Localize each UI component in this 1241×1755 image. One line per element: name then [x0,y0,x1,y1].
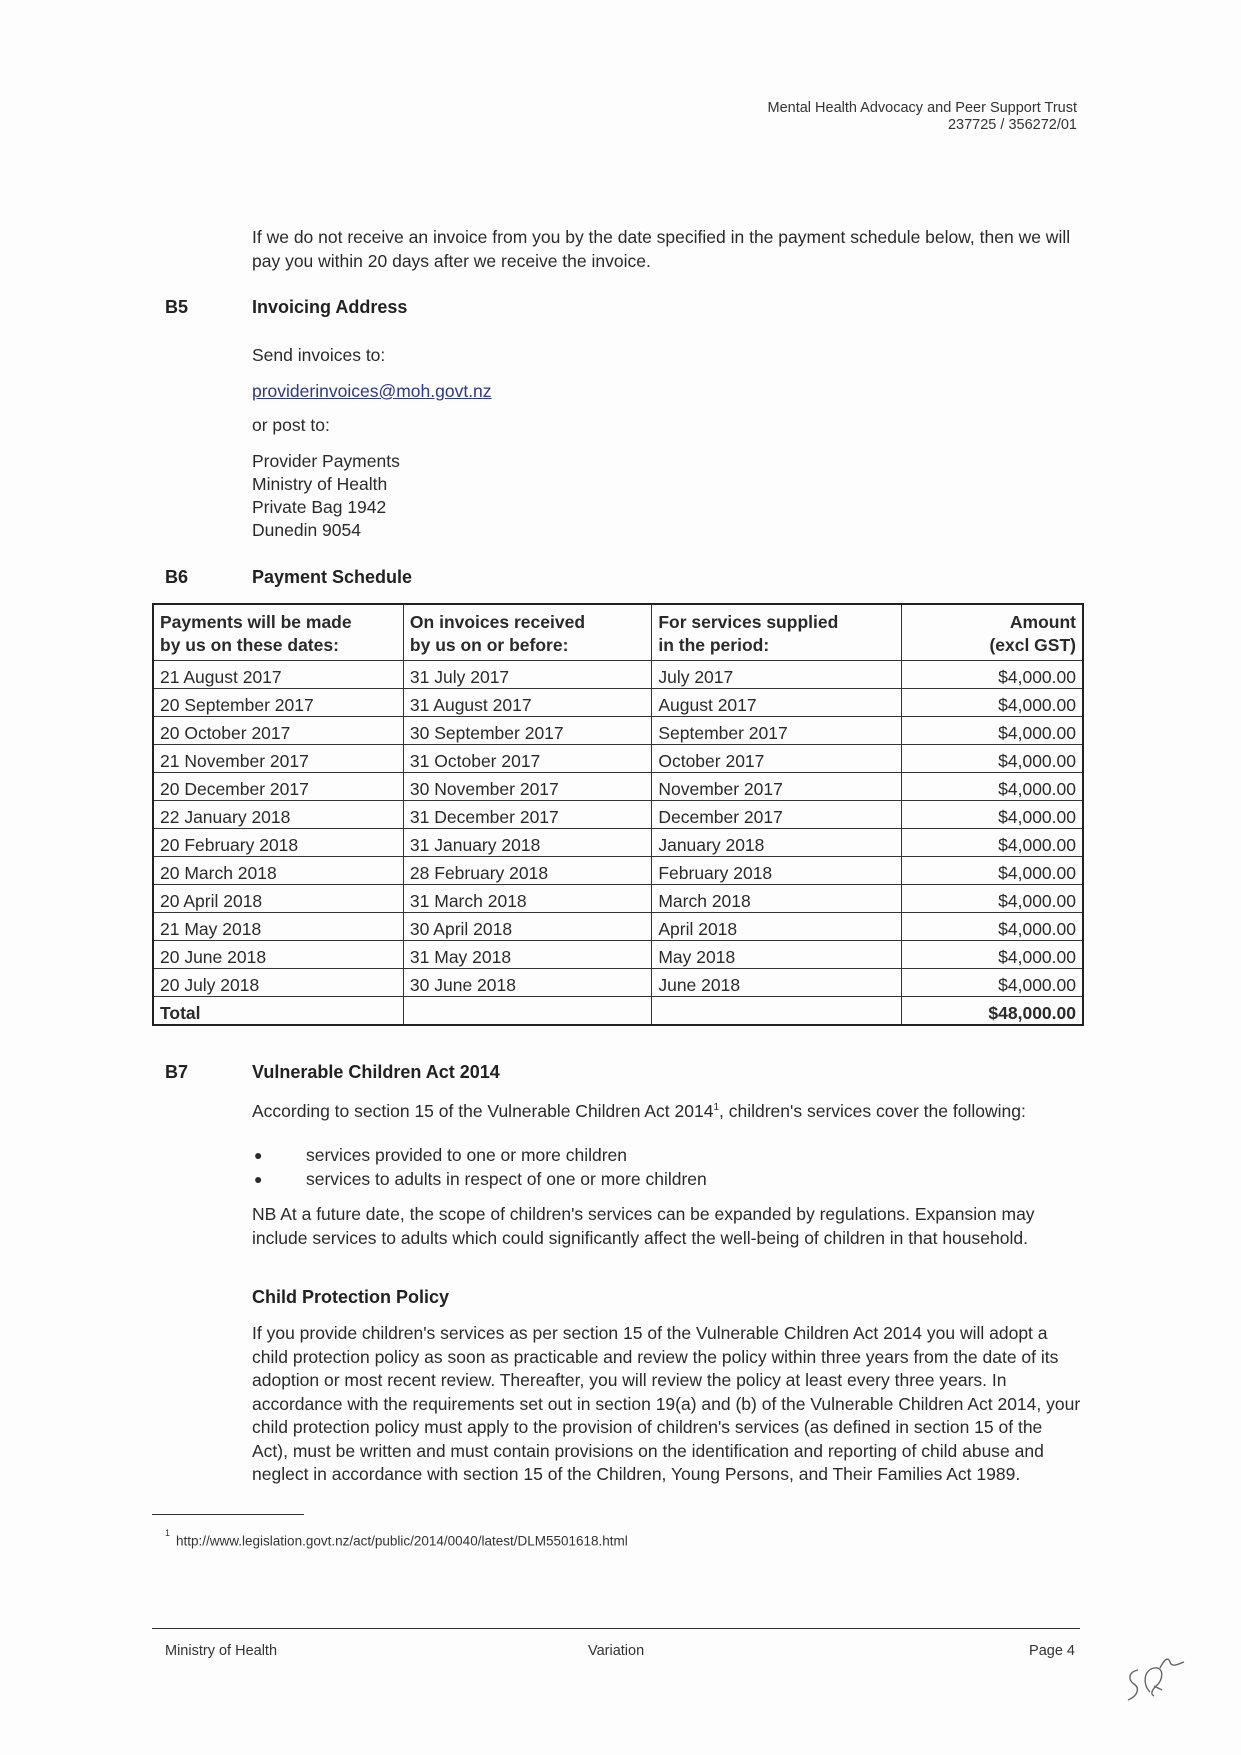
handwritten-initials-icon [1120,1650,1200,1710]
service-period-cell: June 2018 [652,969,901,997]
section-b5-label: B5 [165,297,189,317]
payment-schedule-table [152,603,1084,1026]
column-header: On invoices received by us on or before: [403,604,651,661]
service-period-cell: July 2017 [652,661,901,689]
amount-cell: $4,000.00 [901,773,1083,801]
amount-cell: $4,000.00 [901,969,1083,997]
table-row [153,829,1083,857]
invoice-deadline-cell: 31 August 2017 [403,689,651,717]
address-line: Private Bag 1942 [252,497,387,517]
footer-left: Ministry of Health [165,1643,278,1659]
payment-date-cell: 20 April 2018 [153,885,403,913]
service-period-cell: November 2017 [652,773,901,801]
column-header: Payments will be made by us on these dates: [153,604,403,661]
postal-address [252,450,1082,542]
footnote [165,1528,628,1549]
payment-date-cell: 20 July 2018 [153,969,403,997]
address-line: Dunedin 9054 [252,520,361,540]
send-invoices-label: Send invoices to: [252,345,386,365]
service-period-cell: December 2017 [652,801,901,829]
invoice-email-link[interactable]: providerinvoices@moh.govt.nz [252,381,492,401]
b7-intro-paragraph: According to section 15 of the Vulnerable Children Act 2014$^1$, children's services cover the following: [252,1100,1026,1121]
column-header: Amount (excl GST) [901,604,1083,661]
footer-page-number: Page 4 [1029,1643,1075,1659]
child-protection-paragraph: If you provide children's services as per section 15 of the Vulnerable Children Act 2014 you will adopt a child protection policy as soon as practicable and review the policy within three years from the date of its adoption or most recent review. Thereafter, you will review the policy at least every three years. In accordance with the requirements set out in section 19(a) and (b) of the Vulnerable Children Act 2014, your child protection policy must apply to the provision of children's services (as defined in section 15 of the Act), must be written and must contain provisions on the identification and reporting of child abuse and neglect in accordance with section 15 of the Children, Young Persons, and Their Families Act 1989. [252,1323,1081,1484]
invoice-deadline-cell: 31 December 2017 [403,801,651,829]
child-protection-heading: Child Protection Policy [252,1287,450,1307]
amount-cell: $4,000.00 [901,745,1083,773]
amount-cell: $4,000.00 [901,661,1083,689]
services-list [252,1143,1052,1191]
footnote-ref[interactable]: 1 [713,1102,720,1113]
table-row [153,885,1083,913]
total-amount: $48,000.00 [901,997,1083,1026]
page-header [767,100,1077,134]
invoice-deadline-cell: 30 November 2017 [403,773,651,801]
service-period-cell: September 2017 [652,717,901,745]
service-period-cell: October 2017 [652,745,901,773]
amount-cell: $4,000.00 [901,829,1083,857]
service-period-cell: February 2018 [652,857,901,885]
table-row [153,745,1083,773]
table-row [153,689,1083,717]
table-row [153,857,1083,885]
table-cell [403,997,651,1026]
section-b5-title: Invoicing Address [252,297,408,317]
invoice-deadline-cell: 31 October 2017 [403,745,651,773]
table-cell [652,997,901,1026]
payment-date-cell: 20 December 2017 [153,773,403,801]
invoice-deadline-cell: 30 September 2017 [403,717,651,745]
section-b6-label: B6 [165,567,189,587]
payment-date-cell: 20 October 2017 [153,717,403,745]
column-header: For services supplied in the period: [652,604,901,661]
header-reference: 237725 / 356272/01 [947,117,1077,133]
amount-cell: $4,000.00 [901,689,1083,717]
table-row [153,941,1083,969]
footnote-divider [152,1514,304,1515]
bullet-icon: ● [254,1171,263,1187]
or-post-label: or post to: [252,415,330,435]
table-header-row [153,604,1083,661]
service-period-cell: January 2018 [652,829,901,857]
footnote-url[interactable]: http://www.legislation.govt.nz/act/public/2014/0040/latest/DLM5501618.html [176,1533,628,1549]
invoice-deadline-cell: 31 March 2018 [403,885,651,913]
invoice-deadline-cell: 31 January 2018 [403,829,651,857]
total-label: Total [153,997,403,1026]
invoice-deadline-cell: 31 May 2018 [403,941,651,969]
invoice-deadline-cell: 28 February 2018 [403,857,651,885]
table-row [153,717,1083,745]
intro-paragraph: If we do not receive an invoice from you by the date specified in the payment schedule below, then we will pay you within 20 days after we receive the invoice. [252,227,1071,271]
amount-cell: $4,000.00 [901,941,1083,969]
list-item: ● services provided to one or more children [254,1145,627,1165]
table-row [153,661,1083,689]
invoice-deadline-cell: 31 July 2017 [403,661,651,689]
payment-date-cell: 22 January 2018 [153,801,403,829]
amount-cell: $4,000.00 [901,801,1083,829]
section-b7-label: B7 [165,1062,189,1082]
table-row [153,913,1083,941]
service-period-cell: March 2018 [652,885,901,913]
address-line: Provider Payments [252,451,400,471]
table-row [153,773,1083,801]
amount-cell: $4,000.00 [901,885,1083,913]
payment-date-cell: 21 August 2017 [153,661,403,689]
address-line: Ministry of Health [252,474,388,494]
footer-divider [152,1628,1080,1629]
table-total-row [153,997,1083,1026]
footnote-number: 1 [165,1528,171,1538]
payment-date-cell: 20 February 2018 [153,829,403,857]
header-organisation: Mental Health Advocacy and Peer Support Trust [767,100,1077,116]
section-b6-title: Payment Schedule [252,567,413,587]
payment-date-cell: 21 May 2018 [153,913,403,941]
bullet-icon: ● [254,1147,263,1163]
invoice-deadline-cell: 30 June 2018 [403,969,651,997]
amount-cell: $4,000.00 [901,913,1083,941]
nb-paragraph: NB At a future date, the scope of children's services can be expanded by regulations. Expansion may include services to adults which could significantly affect the well-being of children in that household. [252,1204,1035,1248]
footer-center: Variation [588,1643,645,1659]
section-b7-title: Vulnerable Children Act 2014 [252,1062,500,1082]
amount-cell: $4,000.00 [901,857,1083,885]
payment-date-cell: 20 March 2018 [153,857,403,885]
service-period-cell: April 2018 [652,913,901,941]
service-period-cell: May 2018 [652,941,901,969]
payment-date-cell: 21 November 2017 [153,745,403,773]
table-row [153,969,1083,997]
payment-date-cell: 20 September 2017 [153,689,403,717]
service-period-cell: August 2017 [652,689,901,717]
payment-date-cell: 20 June 2018 [153,941,403,969]
invoice-deadline-cell: 30 April 2018 [403,913,651,941]
table-row [153,801,1083,829]
amount-cell: $4,000.00 [901,717,1083,745]
list-item: ● services to adults in respect of one or more children [254,1169,707,1189]
